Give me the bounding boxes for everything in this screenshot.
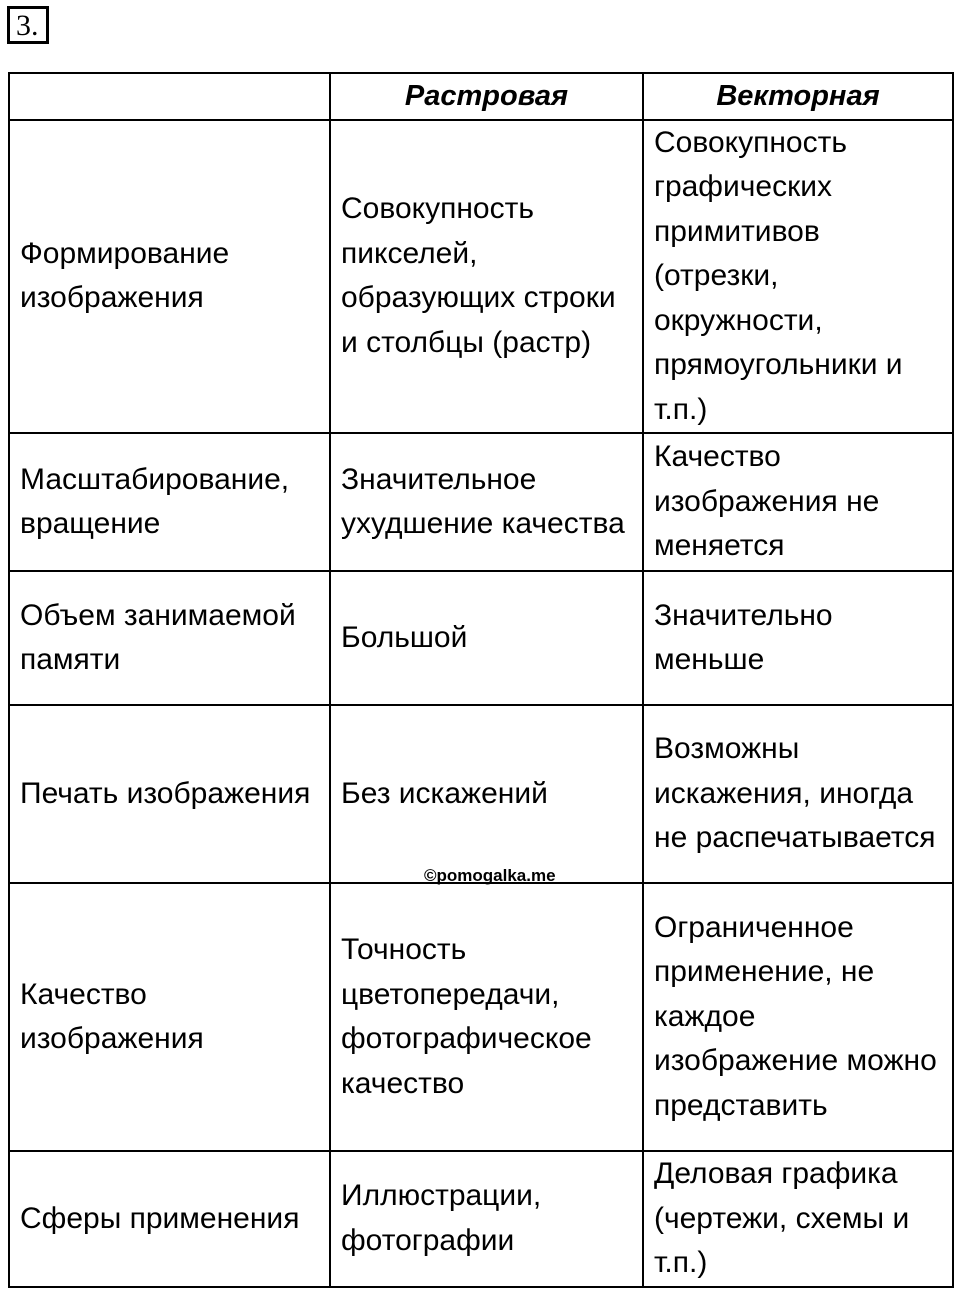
row-raster: Без искажений — [330, 705, 643, 883]
comparison-table-body-block — [8, 432, 954, 1288]
row-vector: Значительно меньше — [643, 571, 953, 705]
row-vector: Совокупность графических примитивов (отрезки, окружности, прямоугольники и т.п.) — [643, 120, 953, 434]
row-vector: Деловая графика (чертежи, схемы и т.п.) — [643, 1151, 953, 1287]
table-header-row — [9, 73, 953, 120]
row-vector: Ограниченное применение, не каждое изображение можно представить — [643, 883, 953, 1151]
header-raster: Растровая — [330, 73, 643, 120]
row-vector: Возможны искажения, иногда не распечатывается — [643, 705, 953, 883]
row-feature: Объем занимаемой памяти — [9, 571, 330, 705]
table-row — [9, 1151, 953, 1287]
row-vector: Качество изображения не меняется — [643, 433, 953, 571]
row-raster: Совокупность пикселей, образующих строки и столбцы (растр) — [330, 120, 643, 434]
watermark: ©pomogalka.me — [424, 866, 556, 885]
row-feature: Качество изображения — [9, 883, 330, 1151]
table-row — [9, 883, 953, 1151]
row-feature: Печать изображения — [9, 705, 330, 883]
row-feature: Формирование изображения — [9, 120, 330, 434]
task-number: 3. — [7, 6, 49, 44]
header-empty — [9, 73, 330, 120]
header-vector: Векторная — [643, 73, 953, 120]
row-raster: Значительное ухудшение качества — [330, 433, 643, 571]
row-feature: Сферы применения — [9, 1151, 330, 1287]
row-raster: Большой — [330, 571, 643, 705]
table-row — [9, 433, 953, 571]
row-raster: Иллюстрации, фотографии — [330, 1151, 643, 1287]
comparison-table-header-block — [8, 72, 954, 434]
row-raster: Точность цветопередачи, фотографическое качество — [330, 883, 643, 1151]
table-row — [9, 705, 953, 883]
row-feature: Масштабирование, вращение — [9, 433, 330, 571]
table-row — [9, 120, 953, 434]
table-row — [9, 571, 953, 705]
